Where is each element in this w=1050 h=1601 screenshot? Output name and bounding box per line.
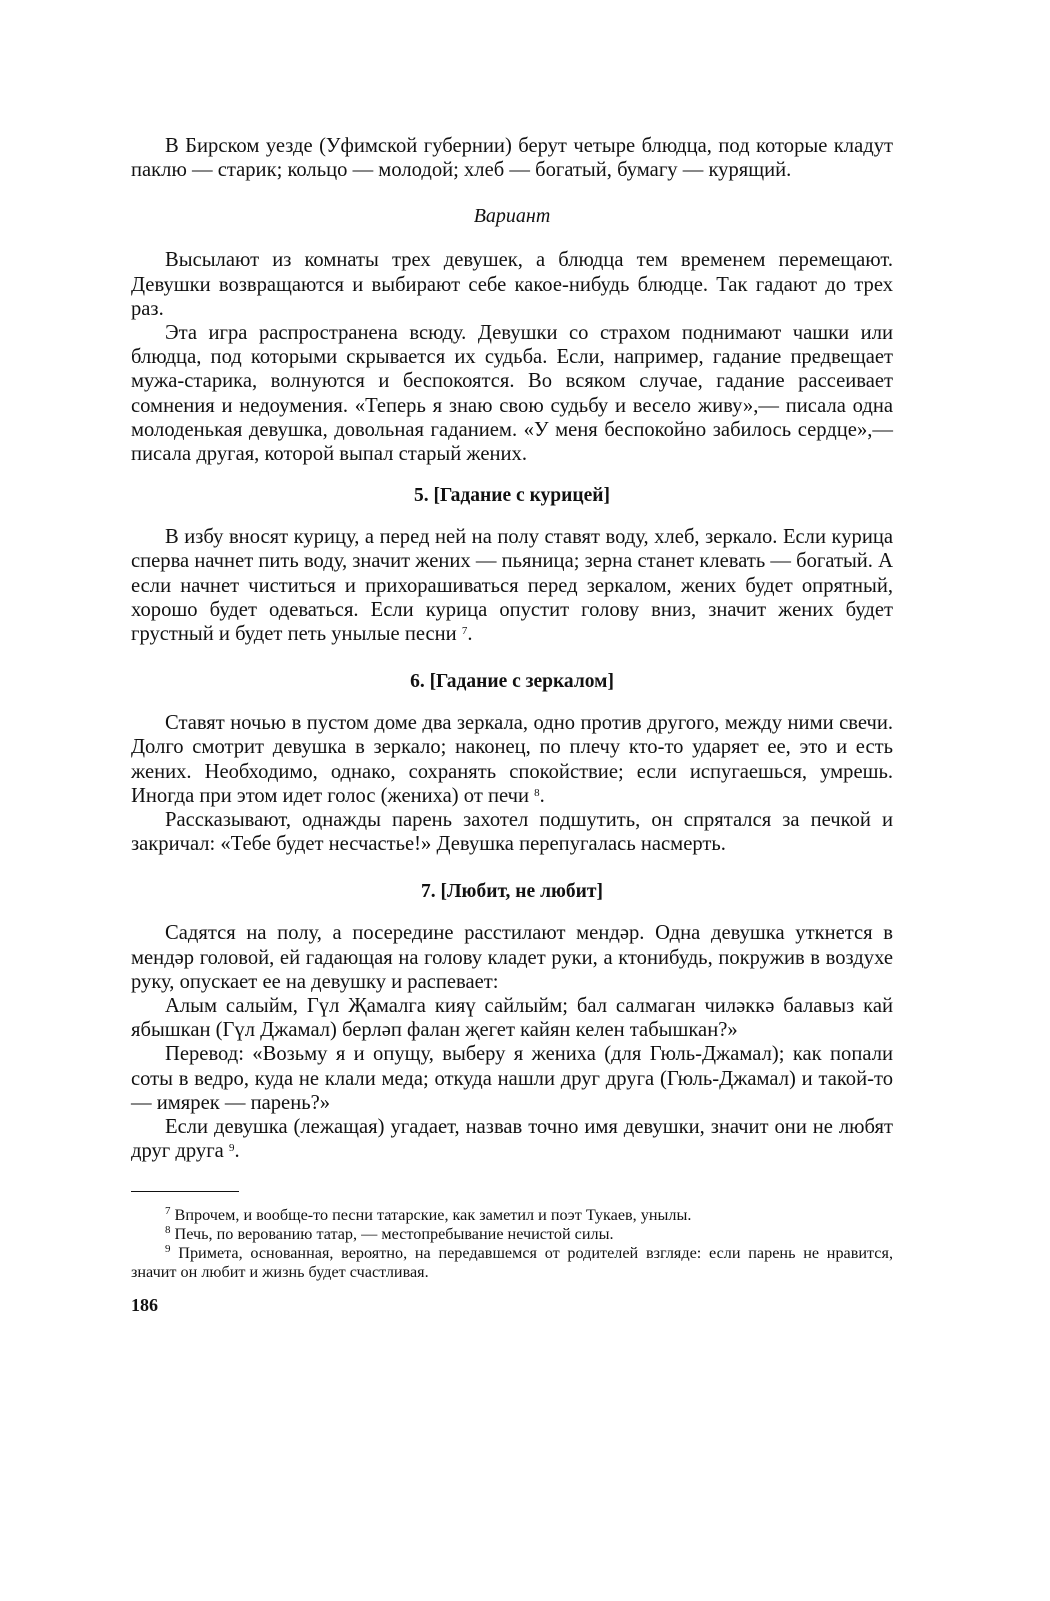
footnote-8: [131, 1225, 893, 1244]
variant-paragraph-2: Эта игра распространена всюду. Девушки со страхом поднимают чашки или блюдца, под которыми скрывается их судьба. Если, например, гадание предвещает мужа-старика, волнуются и беспокоятся. Во всяком случае, гадание рассеивает сомнения и недоумения. «Теперь я знаю свою судьбу и весело живу»,— писала одна молоденькая девушка, довольная гаданием. «У меня беспокойно забилось сердце»,— писала другая, которой выпал старый жених.: [131, 322, 893, 466]
footnote-number: 7: [165, 1204, 171, 1217]
section-7-translation: Перевод: «Возьму я и опущу, выберу я жениха (для Гюль-Джамал); как попали соты в ведро, куда не клали меда; откуда нашли друг друга (Гюль-Джамал) и такой-то — имярек — парень?»: [131, 1043, 893, 1114]
section-6-end: .: [539, 784, 545, 807]
variant-paragraph-1: Высылают из комнаты трех девушек, а блюдца тем временем перемещают. Девушки возвращаются и выбирают себе какое-нибудь блюдце. Так гадают до трех раз.: [131, 249, 893, 320]
section-7-text-2: Если девушка (лежащая) угадает, назвав точно имя девушки, значит они не любят друг друга: [131, 1116, 893, 1163]
section-5-heading: 5. [Гадание с курицей]: [414, 485, 610, 507]
book-page: [131, 134, 893, 1316]
section-7-paragraph-1: Садятся на полу, а посередине расстилают мендәр. Одна девушка уткнется в мендәр головой, ей гадающая на голову кладет руки, а ктонибудь, покружив в воздухе руку, опускает ее на девушку и распевает:: [131, 922, 893, 993]
footnote-text: Впрочем, и вообще-то песни татарские, как заметил и поэт Тукаев, унылы.: [174, 1205, 692, 1224]
intro-paragraph: В Бирском уезде (Уфимской губернии) берут четыре блюдца, под которые кладут паклю — старик; кольцо — молодой; хлеб — богатый, бумагу — курящий.: [131, 135, 893, 182]
footnote-7: [131, 1206, 893, 1225]
section-6-paragraph-2: Рассказывают, однажды парень захотел подшутить, он спрятался за печкой и закричал: «Тебе будет несчастье!» Девушка перепугалась насмерть.: [131, 809, 893, 856]
footnote-ref-9: 9: [228, 1142, 235, 1155]
footnote-9: [131, 1244, 893, 1282]
footnote-divider: [131, 1191, 239, 1192]
section-6-text-1: Ставят ночью в пустом доме два зеркала, одно против другого, между ними свечи. Долго смотрит девушка в зеркало; наконец, по плечу кто-то ударяет ее, это и есть жених. Необходимо, однако, сохранять спокойствие; если испугаешься, умрешь. Иногда при этом идет голос (жениха) от печи: [131, 712, 893, 807]
section-7-heading: 7. [Любит, не любит]: [421, 881, 603, 903]
section-7-end: .: [234, 1140, 240, 1163]
footnote-ref-8: 8: [534, 786, 540, 799]
footnote-number: 9: [165, 1242, 171, 1255]
section-6-paragraph-1: [131, 711, 893, 808]
section-7-paragraph-2: [131, 1115, 893, 1163]
page-number: 186: [131, 1294, 158, 1315]
section-5-paragraph: [131, 525, 893, 646]
footnote-ref-7: 7: [461, 625, 468, 638]
footnote-number: 8: [165, 1223, 171, 1236]
section-6-heading: 6. [Гадание с зеркалом]: [410, 671, 614, 693]
section-5-text: В избу вносят курицу, а перед ней на полу ставят воду, хлеб, зеркало. Если курица сперва начнет пить воду, значит жених — пьяница; зерна станет клевать — богатый. А если начнет чиститься и прихорашиваться перед зеркалом, жених будет опрятный, хорошо будет одеваться. Если курица опустит голову вниз, значит жених будет грустный и будет петь унылые песни: [131, 526, 893, 646]
footnote-text: Примета, основанная, вероятно, на передавшемся от родителей взгляде: если парень не нравится, значит он любит и жизнь будет счастливая.: [131, 1243, 893, 1281]
section-7-tatar-verse: Алым салыйм, Гүл Җамалга кияү сайлыйм; бал салмаган чиләккә балавыз кай ябышкан (Гүл Джамал) берләп фалан җегет кайян келен табышкан?»: [131, 995, 893, 1042]
footnote-text: Печь, по верованию татар, — местопребывание нечистой силы.: [174, 1224, 614, 1243]
section-5-end: .: [467, 623, 473, 646]
variant-heading: Вариант: [473, 205, 551, 228]
